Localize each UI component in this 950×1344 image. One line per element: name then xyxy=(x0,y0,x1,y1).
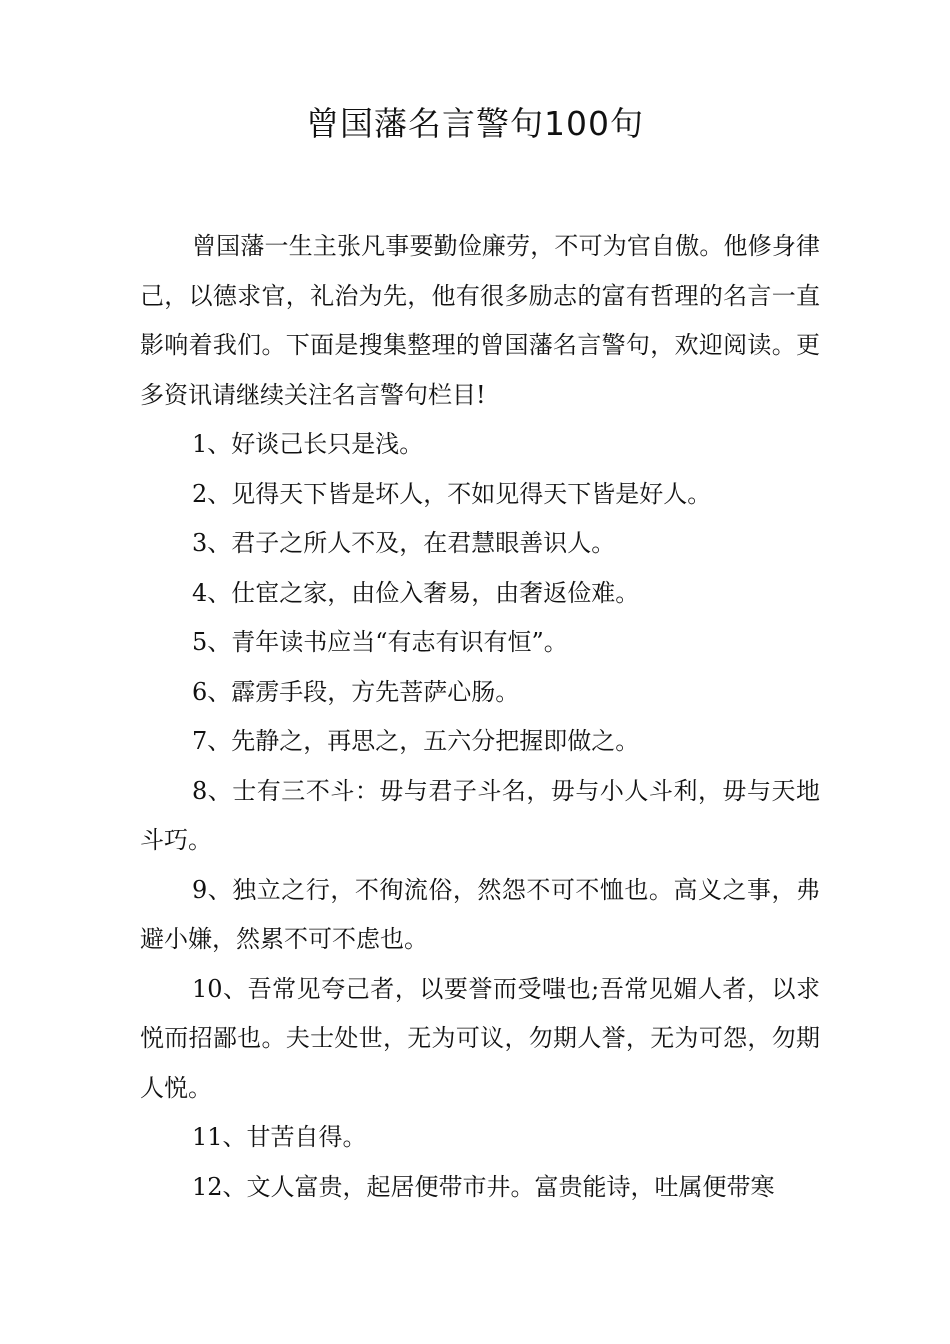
quote-item: 3、君子之所人不及，在君慧眼善识人。 xyxy=(192,529,616,557)
quote-item: 2、见得天下皆是坏人，不如见得天下皆是好人。 xyxy=(192,479,712,508)
quote-item: 5、青年读书应当“有志有识有恒”。 xyxy=(192,628,568,656)
quote-item: 10、吾常见夸己者，以要誉而受嗤也;吾常见媚人者，以求悦而招鄙也。夫士处世，无为可议，勿期人誉，无为可怨，勿期人悦。 xyxy=(140,974,820,1102)
intro-paragraph: 曾国藩一生主张凡事要勤俭廉劳，不可为官自傲。他修身律己，以德求官，礼治为先，他有很多励志的富有哲理的名言一直影响着我们。下面是搜集整理的曾国藩名言警句，欢迎阅读。更多资讯请继续关注名言警句栏目! xyxy=(140,232,820,409)
quote-item: 11、甘苦自得。 xyxy=(192,1123,367,1151)
document-body xyxy=(140,222,820,1212)
page-title: 曾国藩名言警句100句 xyxy=(306,104,644,143)
quote-item: 8、士有三不斗：毋与君子斗名，毋与小人斗利，毋与天地斗巧。 xyxy=(140,776,820,854)
quote-item: 7、先静之，再思之，五六分把握即做之。 xyxy=(192,727,640,755)
quote-item: 12、文人富贵，起居便带市井。富贵能诗，吐属便带寒 xyxy=(192,1172,775,1201)
quote-item: 9、独立之行，不徇流俗，然怨不可不恤也。高义之事，弗避小嫌，然累不可不虑也。 xyxy=(140,875,820,953)
quote-item: 6、霹雳手段，方先菩萨心肠。 xyxy=(192,677,520,706)
quote-item: 1、好谈己长只是浅。 xyxy=(192,430,424,458)
quote-item: 4、仕宦之家，由俭入奢易，由奢返俭难。 xyxy=(192,578,640,607)
